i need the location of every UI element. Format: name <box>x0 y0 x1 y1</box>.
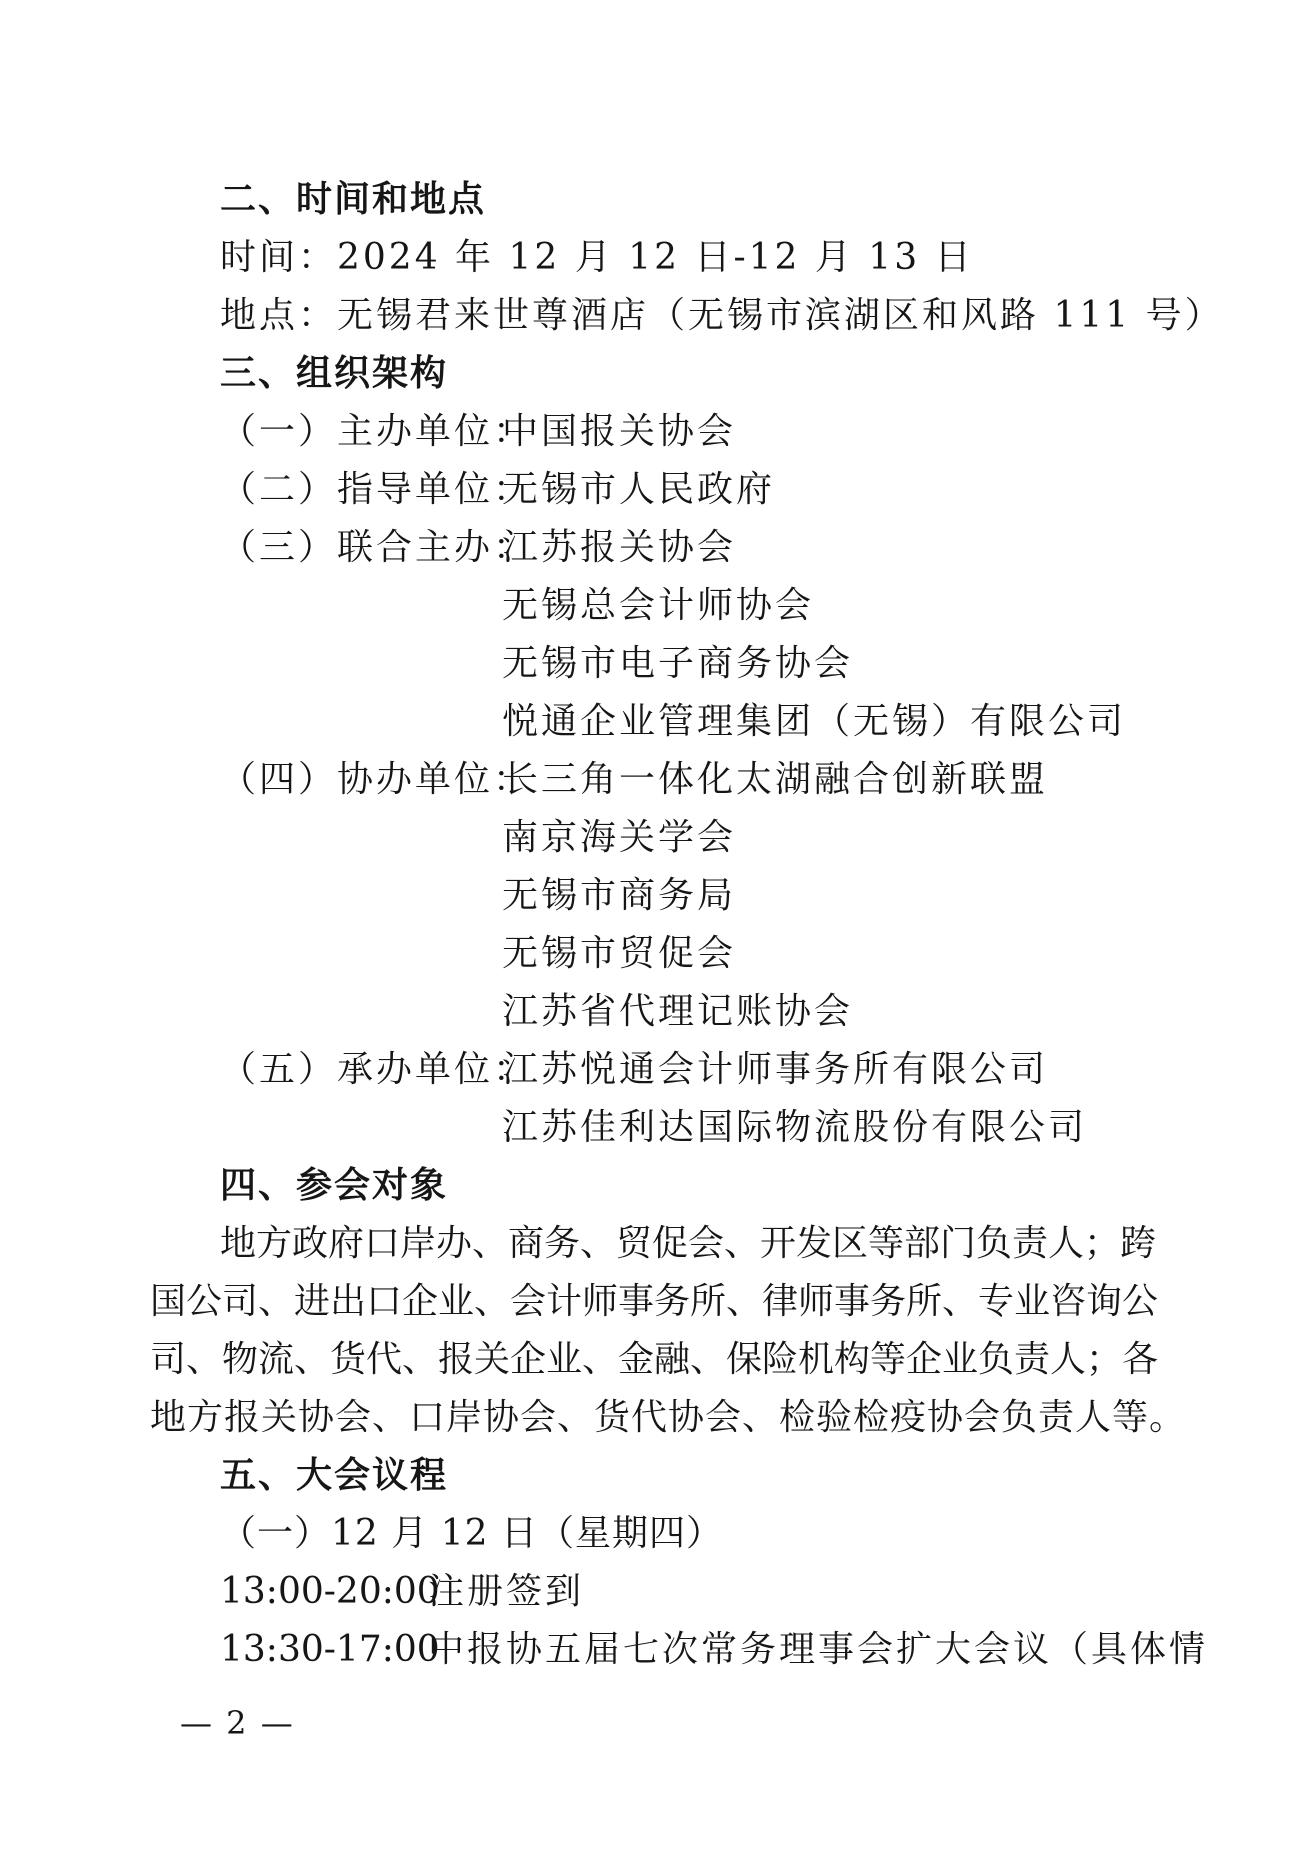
org-item: 江苏悦通会计师事务所有限公司 <box>502 1049 1049 1090</box>
participants-paragraph-line: 司、物流、货代、报关企业、金融、保险机构等企业负责人；各 <box>150 1339 1159 1380</box>
org-item: 悦通企业管理集团（无锡）有限公司 <box>502 701 1127 742</box>
org-item: 江苏佳利达国际物流股份有限公司 <box>502 1107 1088 1148</box>
org-item: 无锡市电子商务协会 <box>502 643 854 684</box>
org-item: 中国报关协会 <box>502 411 737 452</box>
org-item: 无锡市贸促会 <box>502 933 737 974</box>
agenda-time: 13:00-20:00 <box>220 1571 440 1612</box>
section-heading-participants: 四、参会对象 <box>220 1165 449 1206</box>
agenda-description: 中报协五届七次常务理事会扩大会议（具体情 <box>428 1629 1209 1670</box>
section-heading-agenda: 五、大会议程 <box>220 1455 449 1496</box>
page-number: — 2 — <box>180 1704 295 1742</box>
org-item: 江苏省代理记账协会 <box>502 991 854 1032</box>
agenda-day-title: （一）12 月 12 日（星期四） <box>220 1513 723 1554</box>
org-item: 无锡总会计师协会 <box>502 585 815 626</box>
org-item: 无锡市商务局 <box>502 875 737 916</box>
agenda-time: 13:30-17:00 <box>220 1629 440 1670</box>
org-item: 江苏报关协会 <box>502 527 737 568</box>
time-line: 时间：2024 年 12 月 12 日-12 月 13 日 <box>220 237 974 278</box>
section-heading-organization: 三、组织架构 <box>220 353 449 394</box>
org-item: 无锡市人民政府 <box>502 469 776 510</box>
org-label-host: （一）主办单位： <box>220 411 533 452</box>
org-item: 南京海关学会 <box>502 817 737 858</box>
org-label-guide: （二）指导单位： <box>220 469 533 510</box>
agenda-description: 注册签到 <box>428 1571 585 1612</box>
org-label-co-host: （三）联合主办： <box>220 527 533 568</box>
participants-paragraph-line: 地方政府口岸办、商务、贸促会、开发区等部门负责人；跨 <box>220 1223 1157 1264</box>
participants-paragraph-line: 国公司、进出口企业、会计师事务所、律师事务所、专业咨询公 <box>150 1281 1159 1322</box>
org-label-organizer: （五）承办单位： <box>220 1049 533 1090</box>
org-label-assist: （四）协办单位： <box>220 759 533 800</box>
place-line: 地点：无锡君来世尊酒店（无锡市滨湖区和风路 111 号） <box>220 295 1224 336</box>
org-item: 长三角一体化太湖融合创新联盟 <box>502 759 1049 800</box>
participants-paragraph-line: 地方报关协会、口岸协会、货代协会、检验检疫协会负责人等。 <box>150 1397 1187 1438</box>
section-heading-time-place: 二、时间和地点 <box>220 179 487 220</box>
